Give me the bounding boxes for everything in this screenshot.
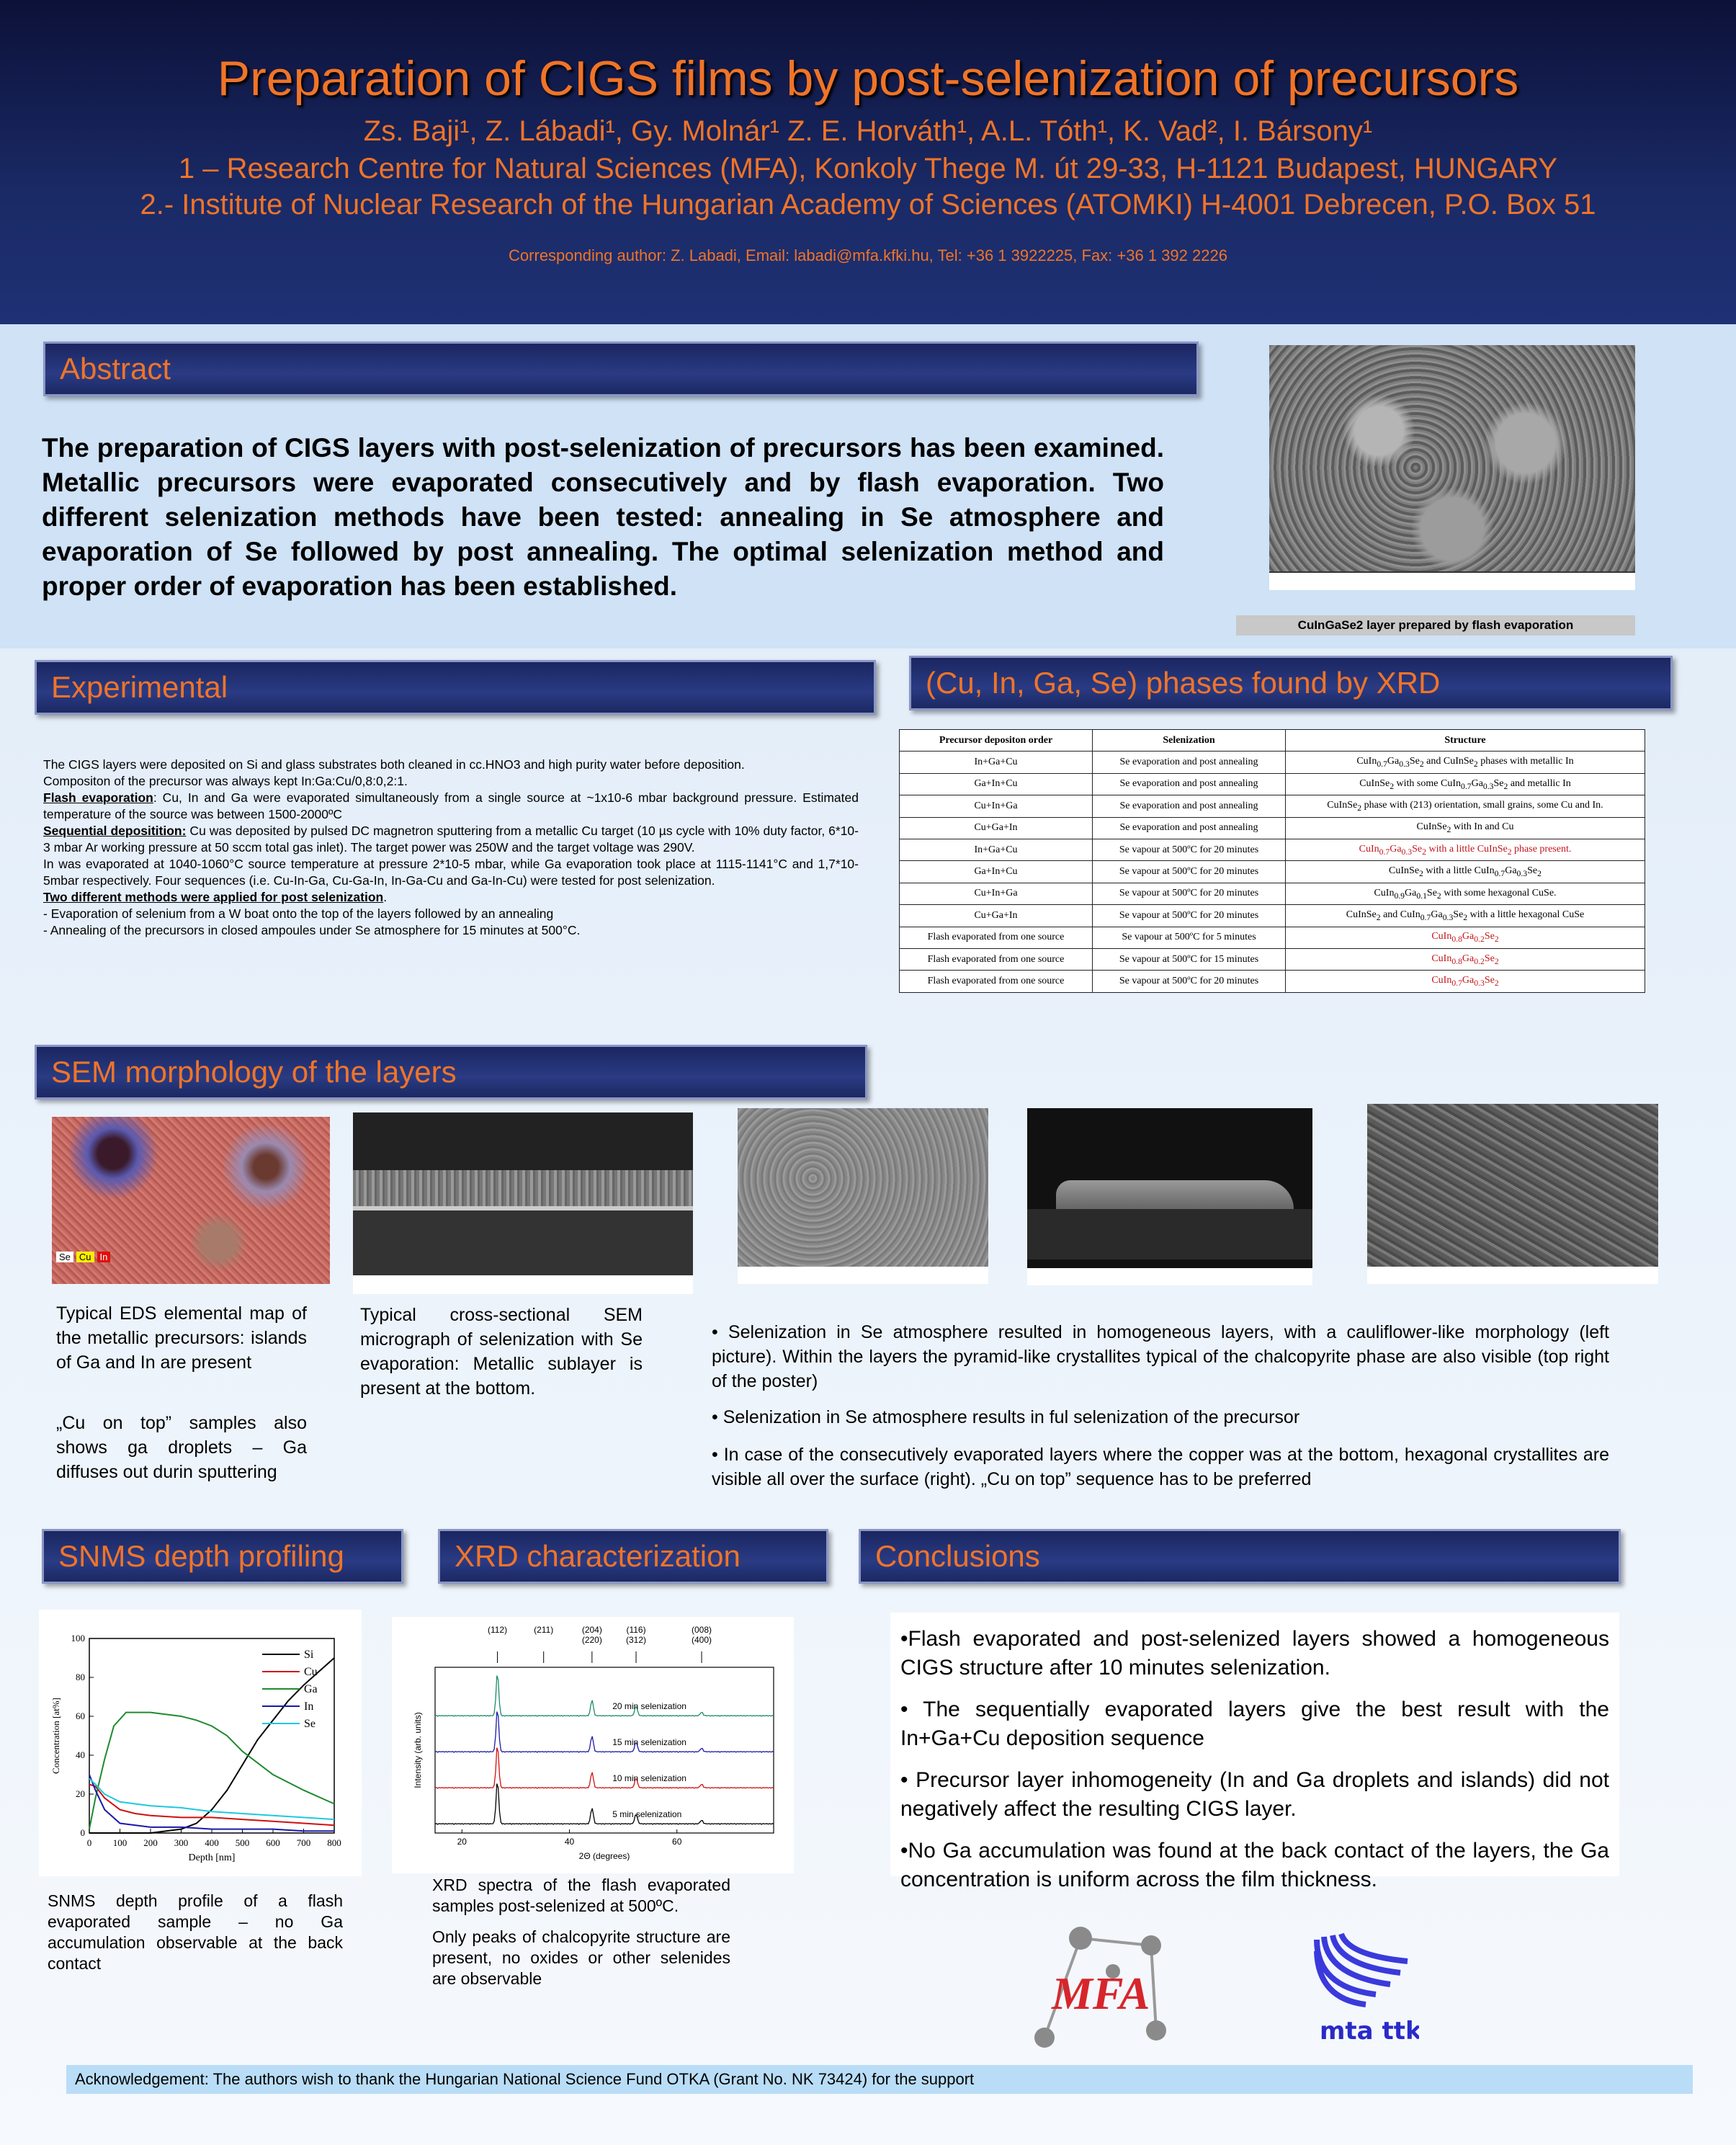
table-cell: Se vapour at 500ºC for 20 minutes [1093,861,1286,883]
methods-label: Two different methods were applied for post selenization [43,890,384,904]
eds-legend-cu: Cu [76,1252,94,1262]
sem-bullet-3: • In case of the consecutively evaporated layers where the copper was at the bottom, hexagonal crystallites are visible all over the surface (right). „Cu on top” sequence has to be preferred [712,1445,1609,1489]
substrate [1027,1209,1312,1259]
eds-legend [56,1252,110,1262]
table-row [900,883,1645,904]
y-axis-label: Intensity (arb. units) [413,1712,423,1788]
corresponding-author: Corresponding author: Z. Labadi, Email: labadi@mfa.kfki.hu, Tel: +36 1 3922225, Fax: +36 1 392 2226 [509,246,1227,264]
column-header: Selenization [1093,730,1286,752]
table-cell: CuInSe$_2$ with a little $CuIn_{0.7}Ga_{0.3}Se_2$ [1286,861,1645,883]
series-line-si [89,1658,334,1833]
cu-on-top-caption: „Cu on top” samples also shows ga droplets – Ga diffuses out durin sputtering [56,1413,307,1482]
homogeneous-sem-image [738,1108,988,1284]
table-row [900,752,1645,773]
x-axis-label: 2Θ (degrees) [578,1851,630,1861]
table-row [900,773,1645,795]
sem-info-bar [353,1275,693,1294]
xrd-spectrum [435,1748,774,1788]
exp-m2: - Annealing of the precursors in closed ampoules under Se atmosphere for 15 minutes at 500°C. [43,923,581,937]
cross-section-sem-image-2 [1027,1108,1312,1285]
table-cell: Se vapour at 500ºC for 20 minutes [1093,883,1286,904]
snms-heading: SNMS depth profiling [42,1529,403,1584]
table-cell: Se vapour at 500ºC for 20 minutes [1093,971,1286,992]
column-header: Structure [1286,730,1645,752]
xrd-char-heading: XRD characterization [438,1529,828,1584]
x-tick-label: 300 [174,1837,189,1848]
sem-info-bar [738,1267,988,1284]
exp-p2: Compositon of the precursor was always kept In:Ga:Cu/0,8:0,2:1. [43,774,408,788]
exp-m1: - Evaporation of selenium from a W boat onto the top of the layers followed by an annealing [43,906,554,921]
table-cell: Cu+In+Ga [900,883,1093,904]
flash-text: : Cu, In and Ga were evaporated simultaneously from a single source at ~1x10-6 mbar background pressure. Estimated temperature of the source was between 1500-2000ºC [43,790,859,821]
table-cell: Flash evaporated from one source [900,971,1093,992]
experimental-heading: Experimental [35,660,876,715]
table-cell: Flash evaporated from one source [900,948,1093,970]
sem-info-bar [1367,1267,1658,1284]
authors: Zs. Baji¹, Z. Lábadi¹, Gy. Molnár¹ Z. E. Horváth¹, A.L. Tóth¹, K. Vad², I. Bársony¹ [363,115,1373,147]
x-tick-label: 0 [86,1837,92,1848]
table-row [900,971,1645,992]
table-row [900,795,1645,817]
table-row [900,905,1645,927]
xrd-chart-panel [392,1617,794,1873]
table-row [900,861,1645,883]
table-row [900,927,1645,948]
table-cell: CuInSe$_2$ with some $CuIn_{0.7}Ga_{0.3}Se_2$ and metallic In [1286,773,1645,795]
table-cell: $CuIn_{0.7}Ga_{0.3}Se_2$ [1286,971,1645,992]
sem-bullet-2: • Selenization in Se atmosphere results in ful selenization of the precursor [712,1407,1300,1427]
table-header-row [900,730,1645,752]
exp-seq [43,823,859,856]
series-line-cu [89,1785,334,1826]
abstract-heading: Abstract [43,342,1199,396]
peak-label: (116) [626,1625,646,1635]
xrd-spectrum [435,1712,774,1752]
x-tick-label: 40 [564,1837,575,1847]
table-cell: CuInSe$_2$ and $CuIn_{0.7}Ga_{0.3}Se_2$ with a little hexagonal CuSe [1286,905,1645,927]
eds-legend-in: In [97,1252,111,1262]
exp-methods: Two different methods were applied for post selenization. [43,890,388,904]
hexagonal-crystallites-sem-image [1367,1104,1658,1284]
y-tick-label: 20 [76,1788,85,1799]
y-axis-label: Concentration [at%] [50,1698,61,1774]
abstract-text: The preparation of CIGS layers with post-selenization of precursors has been examined. Metallic precursors were evaporated consecutively and by flash evaporation. Two different selenization methods have been tested: annealing in Se atmosphere and evaporation of Se followed by post annealing. The optimal selenization method and proper order of evaporation has been established. [42,433,1164,601]
table-cell: Se evaporation and post annealing [1093,817,1286,839]
cross-section-caption: Typical cross-sectional SEM micrograph of selenization with Se evaporation: Metallic sublayer is present at the bottom. [360,1305,643,1399]
sem-bullet-1: • Selenization in Se atmosphere resulted in homogeneous layers, with a cauliflower-like morphology (left picture). Within the layers the pyramid-like crystallites typical of the chalcopyrite phase are also visible (top right of the poster) [712,1322,1609,1391]
cross-section-sem-image [353,1112,693,1294]
conclusions-list [900,1625,1609,1907]
y-tick-label: 0 [80,1827,85,1838]
x-tick-label: 600 [266,1837,280,1848]
mfa-logo-text: MFA [1052,1968,1150,2019]
table-cell: $CuIn_{0.9}Ga_{0.1}Se_2$ with some hexagonal CuSe. [1286,883,1645,904]
table-cell: Ga+In+Cu [900,861,1093,883]
table-cell: CuInSe$_2$ phase with (213) orientation, small grains, some Cu and In. [1286,795,1645,817]
table-cell: Cu+In+Ga [900,795,1093,817]
peak-label: (400) [692,1635,712,1645]
x-tick-label: 800 [327,1837,341,1848]
table-row [900,817,1645,839]
peak-label: (204) [581,1625,602,1635]
table-cell: $CuIn_{0.8}Ga_{0.2}Se_2$ [1286,927,1645,948]
conclusion-item: • Precursor layer inhomogeneity (In and Ga droplets and islands) did not negatively affect the resulting CIGS layer. [900,1768,1609,1821]
peak-label: (008) [692,1625,712,1635]
table-cell: Se vapour at 500ºC for 20 minutes [1093,905,1286,927]
cauliflower-sem-image [1269,345,1635,590]
mta-ttk-logo [1311,1931,1419,2045]
mta-ttk-logo-icon [1311,1931,1419,2045]
snms-caption: SNMS depth profile of a flash evaporated sample – no Ga accumulation observable at the back contact [48,1891,343,1973]
x-tick-label: 100 [112,1837,127,1848]
legend-label: Se [304,1718,316,1730]
table-row [900,839,1645,860]
film-layer [1056,1180,1294,1209]
peak-label: (211) [534,1625,554,1635]
legend-label: Cu [304,1666,318,1678]
xrd-caption-1: XRD spectra of the flash evaporated samples post-selenized at 500ºC. [432,1876,730,1915]
exp-flash [43,790,859,823]
conclusion-item: •No Ga accumulation was found at the back contact of the layers, the Ga concentration is uniform across the film thickness. [900,1839,1609,1891]
snms-chart-panel [39,1610,362,1876]
film-layer [353,1170,693,1206]
substrate [353,1210,693,1275]
series-label: 10 min selenization [612,1773,686,1783]
x-tick-label: 700 [296,1837,311,1848]
xrd-spectra-chart [392,1617,794,1873]
xrd-caption-2: Only peaks of chalcopyrite structure are present, no oxides or other selenides are observable [432,1927,730,1988]
eds-caption: Typical EDS elemental map of the metallic precursors: islands of Ga and In are present [56,1303,307,1373]
xrd-phases-table [899,729,1645,993]
table-cell: Flash evaporated from one source [900,927,1093,948]
table-cell: $CuIn_{0.7}Ga_{0.3}Se_2$ with a little CuInSe$_2$ phase present. [1286,839,1645,860]
sem-info-bar [1027,1268,1312,1285]
legend-label: Si [304,1649,314,1661]
legend-label: In [304,1700,314,1713]
peak-label: (312) [626,1635,647,1645]
x-tick-label: 500 [235,1837,250,1848]
peak-label: (220) [581,1635,602,1645]
table-cell: $CuIn_{0.7}Ga_{0.3}Se_2$ and CuInSe$_2$ phases with metallic In [1286,752,1645,773]
series-line-se [89,1778,334,1819]
plot-frame [435,1667,774,1833]
table-cell: Ga+In+Cu [900,773,1093,795]
table-cell: Se evaporation and post annealing [1093,795,1286,817]
y-tick-label: 40 [76,1749,85,1760]
table-row [900,948,1645,970]
x-tick-label: 200 [143,1837,158,1848]
table-cell: CuInSe$_2$ with In and Cu [1286,817,1645,839]
mfa-logo [1023,1922,1181,2051]
xrd-phases-heading: (Cu, In, Ga, Se) phases found by XRD [909,656,1673,710]
exp-in: In was evaporated at 1040-1060°C source temperature at pressure 2*10-5 mbar, while Ga evaporation took place at 1115-1141°C and 1,7*10-5mbar respectively. Four sequences (i.e. Cu-In-Ga, Cu-Ga-In, In-Ga-Cu and Ga-In-Cu) were tested for post selenization. [43,857,859,888]
y-tick-label: 60 [76,1711,85,1721]
xrd-spectrum [435,1784,774,1824]
table-cell: Se evaporation and post annealing [1093,752,1286,773]
table-cell: Se vapour at 500ºC for 15 minutes [1093,948,1286,970]
acknowledgement: Acknowledgement: The authors wish to thank the Hungarian National Science Fund OTKA (Grant No. NK 73424) for the support [66,2065,1693,2094]
exp-p1: The CIGS layers were deposited on Si and glass substrates both cleaned in cc.HNO3 and high purity water before deposition. [43,757,745,772]
mta-logo-text: mta ttk [1320,2017,1419,2045]
eds-legend-se: Se [56,1252,73,1262]
flash-label: Flash evaporation [43,790,153,805]
affiliation-1: 1 – Research Centre for Natural Sciences (MFA), Konkoly Thege M. út 29-33, H-1121 Budapest, HUNGARY [178,153,1558,184]
x-tick-label: 400 [205,1837,219,1848]
x-axis-label: Depth [nm] [188,1852,236,1863]
series-label: 15 min selenization [612,1737,686,1747]
table-cell: Se vapour at 500ºC for 5 minutes [1093,927,1286,948]
conclusion-item: •Flash evaporated and post-selenized layers showed a homogeneous CIGS structure after 10 minutes selenization. [900,1627,1609,1680]
y-tick-label: 100 [71,1633,85,1644]
seq-label: Sequential depositition: [43,824,187,838]
poster-title: Preparation of CIGS films by post-selenization of precursors [217,51,1519,106]
table-cell: $CuIn_{0.8}Ga_{0.2}Se_2$ [1286,948,1645,970]
table-cell: In+Ga+Cu [900,752,1093,773]
series-label: 5 min selenization [612,1809,682,1819]
eds-map-image [52,1117,330,1284]
xrd-spectrum [435,1676,774,1716]
sem-heading: SEM morphology of the layers [35,1045,867,1100]
peak-label: (112) [487,1625,508,1635]
affiliation-2: 2.- Institute of Nuclear Research of the Hungarian Academy of Sciences (ATOMKI) H-4001 Debrecen, P.O. Box 51 [140,189,1596,220]
table-cell: Se evaporation and post annealing [1093,773,1286,795]
x-tick-label: 20 [457,1837,467,1847]
sem-info-bar [1269,571,1635,590]
table-cell: Cu+Ga+In [900,817,1093,839]
series-label: 20 min selenization [612,1701,686,1711]
conclusion-item: • The sequentially evaporated layers give the best result with the In+Ga+Cu deposition sequence [900,1698,1609,1750]
column-header: Precursor depositon order [900,730,1093,752]
table-cell: Cu+Ga+In [900,905,1093,927]
legend-label: Ga [304,1683,318,1695]
conclusions-heading: Conclusions [859,1529,1621,1584]
table-cell: Se vapour at 500ºC for 20 minutes [1093,839,1286,860]
poster-header [0,0,1736,324]
experimental-text [43,757,859,939]
mfa-logo-icon [1023,1922,1181,2051]
table-cell: In+Ga+Cu [900,839,1093,860]
plot-frame [89,1638,334,1833]
x-tick-label: 60 [672,1837,682,1847]
abstract-image-caption: CuInGaSe2 layer prepared by flash evaporation [1236,615,1635,636]
seq-text: Cu was deposited by pulsed DC magnetron sputtering from a metallic Cu target (10 µs cycle with 10% duty factor, 6*10-3 mbar Ar working pressure at 50 sccm total gas inlet). The target power was 250W and the target voltage was 290V. [43,824,859,855]
y-tick-label: 80 [76,1672,85,1682]
snms-depth-profile-chart [39,1610,362,1876]
